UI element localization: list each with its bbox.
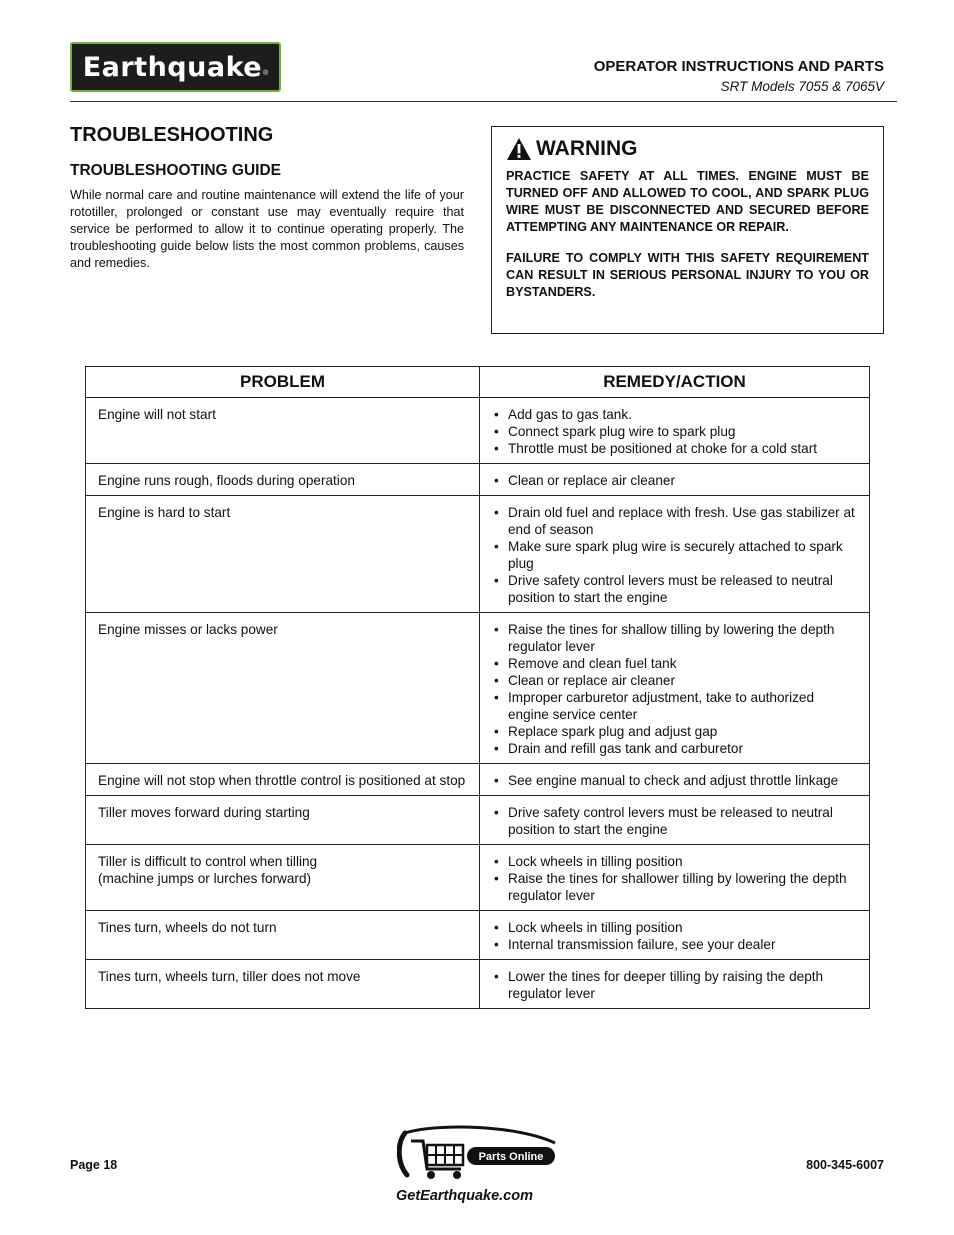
table-row	[86, 398, 870, 464]
problem-text: Tiller moves forward during starting	[98, 805, 310, 820]
document-title: OPERATOR INSTRUCTIONS AND PARTS	[593, 58, 884, 75]
problem-text: Tiller is difficult to control when tilling	[98, 854, 318, 869]
problem-text: Engine is hard to start	[98, 505, 231, 520]
problem-cell	[86, 764, 480, 796]
remedy-cell	[480, 464, 870, 496]
troubleshooting-table	[85, 366, 870, 1009]
logo-brand-text: Earthquake	[82, 51, 263, 83]
warning-header	[506, 137, 869, 161]
remedy-list	[492, 853, 857, 904]
remedy-cell	[480, 496, 870, 613]
remedy-item: • Clean or replace air cleaner	[494, 672, 857, 689]
remedy-item: • See engine manual to check and adjust throttle linkage	[494, 772, 857, 789]
intro-paragraph: While normal care and routine maintenance will extend the life of your rototiller, prolonged or constant use may eventually require that service be performed to allow it to continue operating properly. The troubleshooting guide below lists the most common problems, causes and remedies.	[70, 188, 464, 270]
table-body	[86, 398, 870, 1009]
remedy-item: • Connect spark plug wire to spark plug	[494, 423, 857, 440]
remedy-item: • Replace spark plug and adjust gap	[494, 723, 857, 740]
subsection-title: TROUBLESHOOTING GUIDE	[70, 162, 281, 179]
remedy-item: • Drive safety control levers must be released to neutral position to start the engine	[494, 572, 857, 606]
remedy-list	[492, 804, 857, 838]
table-row	[86, 613, 870, 764]
remedy-cell	[480, 764, 870, 796]
remedy-item: • Raise the tines for shallower tilling by lowering the depth regulator lever	[494, 870, 857, 904]
remedy-item: • Lock wheels in tilling position	[494, 919, 857, 936]
remedy-cell	[480, 398, 870, 464]
problem-cell	[86, 464, 480, 496]
warning-text-safety: PRACTICE SAFETY AT ALL TIMES. ENGINE MUST BE TURNED OFF AND ALLOWED TO COOL, AND SPARK PLUG WIRE MUST BE DISCONNECTED AND SECURED BEFORE ATTEMPTING ANY MAINTENANCE OR REPAIR.	[506, 169, 869, 234]
remedy-item: • Improper carburetor adjustment, take to authorized engine service center	[494, 689, 857, 723]
table-row	[86, 960, 870, 1009]
remedy-item: • Raise the tines for shallow tilling by lowering the depth regulator lever	[494, 621, 857, 655]
warning-text-failure: FAILURE TO COMPLY WITH THIS SAFETY REQUIREMENT CAN RESULT IN SERIOUS PERSONAL INJURY TO YOU OR BYSTANDERS.	[506, 251, 869, 299]
document-subtitle: SRT Models 7055 & 7065V	[720, 79, 884, 94]
logo-registered-mark: ®	[263, 69, 269, 77]
problem-cell	[86, 960, 480, 1009]
remedy-cell	[480, 845, 870, 911]
warning-triangle-icon	[506, 137, 532, 161]
remedy-item: • Remove and clean fuel tank	[494, 655, 857, 672]
problem-text: Tines turn, wheels turn, tiller does not move	[98, 969, 361, 984]
problem-cell	[86, 613, 480, 764]
remedy-list	[492, 968, 857, 1002]
remedy-item: • Drain and refill gas tank and carburetor	[494, 740, 857, 757]
remedy-item: • Lock wheels in tilling position	[494, 853, 857, 870]
table-row	[86, 911, 870, 960]
table-row	[86, 845, 870, 911]
remedy-list	[492, 919, 857, 953]
problem-text: Engine misses or lacks power	[98, 622, 278, 637]
problem-cell	[86, 845, 480, 911]
remedy-item: • Internal transmission failure, see your dealer	[494, 936, 857, 953]
parts-online-text: Parts Online	[478, 1151, 544, 1163]
remedy-cell	[480, 796, 870, 845]
problem-cell	[86, 796, 480, 845]
problem-text: Engine will not stop when throttle control is positioned at stop	[98, 773, 466, 788]
table-row	[86, 764, 870, 796]
problem-text: Tines turn, wheels do not turn	[98, 920, 277, 935]
section-title: TROUBLESHOOTING	[70, 124, 274, 146]
remedy-item: • Throttle must be positioned at choke for a cold start	[494, 440, 857, 457]
remedy-item: • Lower the tines for deeper tilling by raising the depth regulator lever	[494, 968, 857, 1002]
warning-title: WARNING	[536, 137, 638, 160]
table-row	[86, 496, 870, 613]
phone-number: 800-345-6007	[806, 1158, 884, 1172]
warning-box	[491, 126, 884, 334]
remedy-list	[492, 472, 857, 489]
remedy-cell	[480, 911, 870, 960]
remedy-cell	[480, 613, 870, 764]
earthquake-logo	[70, 42, 281, 92]
remedy-item: • Drain old fuel and replace with fresh. Use gas stabilizer at end of season	[494, 504, 857, 538]
remedy-list	[492, 406, 857, 457]
problem-text: Engine runs rough, floods during operation	[98, 473, 355, 488]
table-row	[86, 796, 870, 845]
footer-url: GetEarthquake.com	[396, 1188, 533, 1204]
remedy-list	[492, 621, 857, 757]
problem-cell	[86, 496, 480, 613]
remedy-item: • Make sure spark plug wire is securely attached to spark plug	[494, 538, 857, 572]
header-divider	[70, 101, 897, 102]
parts-online-cart-logo	[397, 1125, 559, 1183]
remedy-item: • Drive safety control levers must be released to neutral position to start the engine	[494, 804, 857, 838]
table-row	[86, 464, 870, 496]
page-number: Page 18	[70, 1158, 118, 1172]
problem-text: (machine jumps or lurches forward)	[98, 871, 312, 886]
remedy-cell	[480, 960, 870, 1009]
problem-cell	[86, 398, 480, 464]
problem-text: Engine will not start	[98, 407, 216, 422]
column-header-remedy: REMEDY/ACTION	[480, 367, 870, 398]
table-header-row	[86, 367, 870, 398]
problem-cell	[86, 911, 480, 960]
remedy-item: • Clean or replace air cleaner	[494, 472, 857, 489]
column-header-problem: PROBLEM	[86, 367, 480, 398]
remedy-item: • Add gas to gas tank.	[494, 406, 857, 423]
remedy-list	[492, 772, 857, 789]
remedy-list	[492, 504, 857, 606]
